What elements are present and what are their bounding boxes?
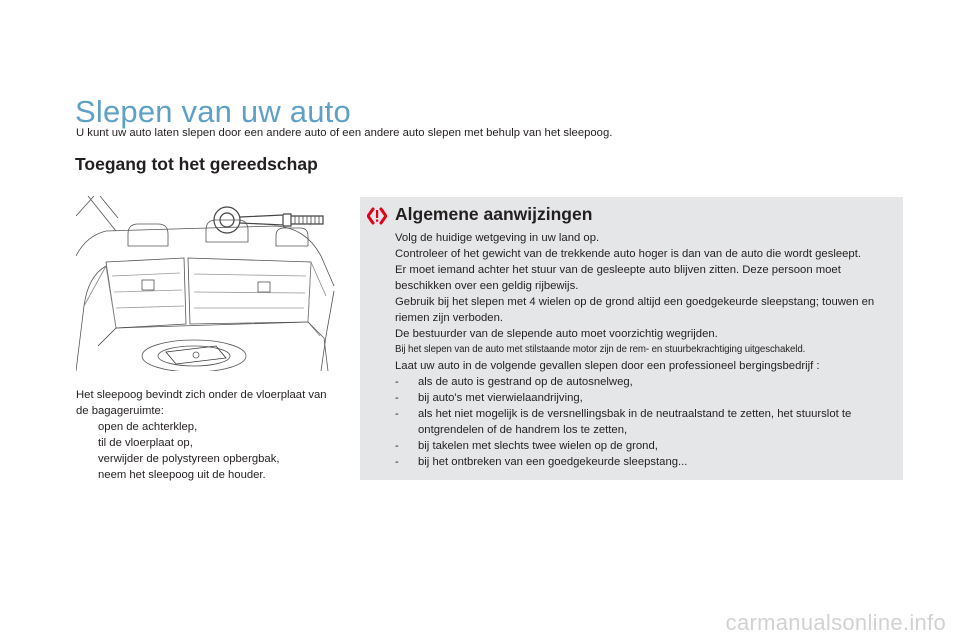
step-text: neem het sleepoog uit de houder. [98, 469, 266, 481]
step-item [76, 435, 341, 451]
step-text: open de achterklep, [98, 421, 198, 433]
case-item [395, 438, 900, 454]
general-instructions-box [360, 197, 903, 480]
tool-access-instructions [76, 387, 341, 483]
professional-towing-cases [395, 374, 900, 470]
warning-icon [367, 207, 387, 225]
dash-marker: - [395, 456, 399, 468]
general-instructions-heading: Algemene aanwijzingen [395, 204, 593, 224]
instruction-paragraph: Er moet iemand achter het stuur van de gesleepte auto blijven zitten. Deze persoon moet beschikken over een geldig rijbewijs. [395, 264, 841, 292]
dash-marker: - [395, 376, 399, 388]
step-item [76, 451, 341, 467]
step-text: til de vloerplaat op, [98, 437, 193, 449]
page-title: Slepen van uw auto [75, 94, 351, 129]
assistance-note: Bij het slepen van de auto met stilstaande motor zijn de rem- en stuurbekrachtiging uitgeschakeld. [395, 344, 806, 355]
intro-text: U kunt uw auto laten slepen door een andere auto of een andere auto slepen met behulp van het sleepoog. [76, 127, 613, 139]
step-item [76, 467, 341, 483]
instruction-paragraph: Controleer of het gewicht van de trekkende auto hoger is dan van de auto die wordt gesleept. [395, 248, 861, 260]
instruction-paragraph: De bestuurder van de slepende auto moet voorzichtig wegrijden. [395, 328, 718, 340]
case-text: bij het ontbreken van een goedgekeurde sleepstang... [418, 456, 688, 468]
section-heading-tool-access: Toegang tot het gereedschap [75, 154, 318, 174]
trunk-illustration [76, 196, 336, 371]
case-item [395, 454, 900, 470]
professional-towing-intro: Laat uw auto in de volgende gevallen slepen door een professioneel bergingsbedrijf : [395, 360, 820, 372]
watermark: carmanualsonline.info [725, 610, 946, 635]
case-item [395, 406, 900, 438]
general-instructions-body [395, 230, 900, 470]
tool-location-text: Het sleepoog bevindt zich onder de vloerplaat van de bagageruimte: [76, 389, 327, 417]
case-item [395, 374, 900, 390]
step-item [76, 419, 341, 435]
case-text: bij takelen met slechts twee wielen op de grond, [418, 440, 658, 452]
dash-marker: - [395, 408, 399, 420]
instruction-paragraph: Gebruik bij het slepen met 4 wielen op de grond altijd een goedgekeurde sleepstang; touwen en riemen zijn verboden. [395, 296, 875, 324]
case-text: als het niet mogelijk is de versnellingsbak in de neutraalstand te zetten, het stuurslot te ontgrendelen of de handrem los te zetten, [418, 408, 852, 436]
case-item [395, 390, 900, 406]
dash-marker: - [395, 440, 399, 452]
dash-marker: - [395, 392, 399, 404]
step-text: verwijder de polystyreen opbergbak, [98, 453, 280, 465]
case-text: als de auto is gestrand op de autosnelweg, [418, 376, 633, 388]
case-text: bij auto's met vierwielaandrijving, [418, 392, 583, 404]
instruction-paragraph: Volg de huidige wetgeving in uw land op. [395, 232, 600, 244]
step-list [76, 419, 341, 483]
